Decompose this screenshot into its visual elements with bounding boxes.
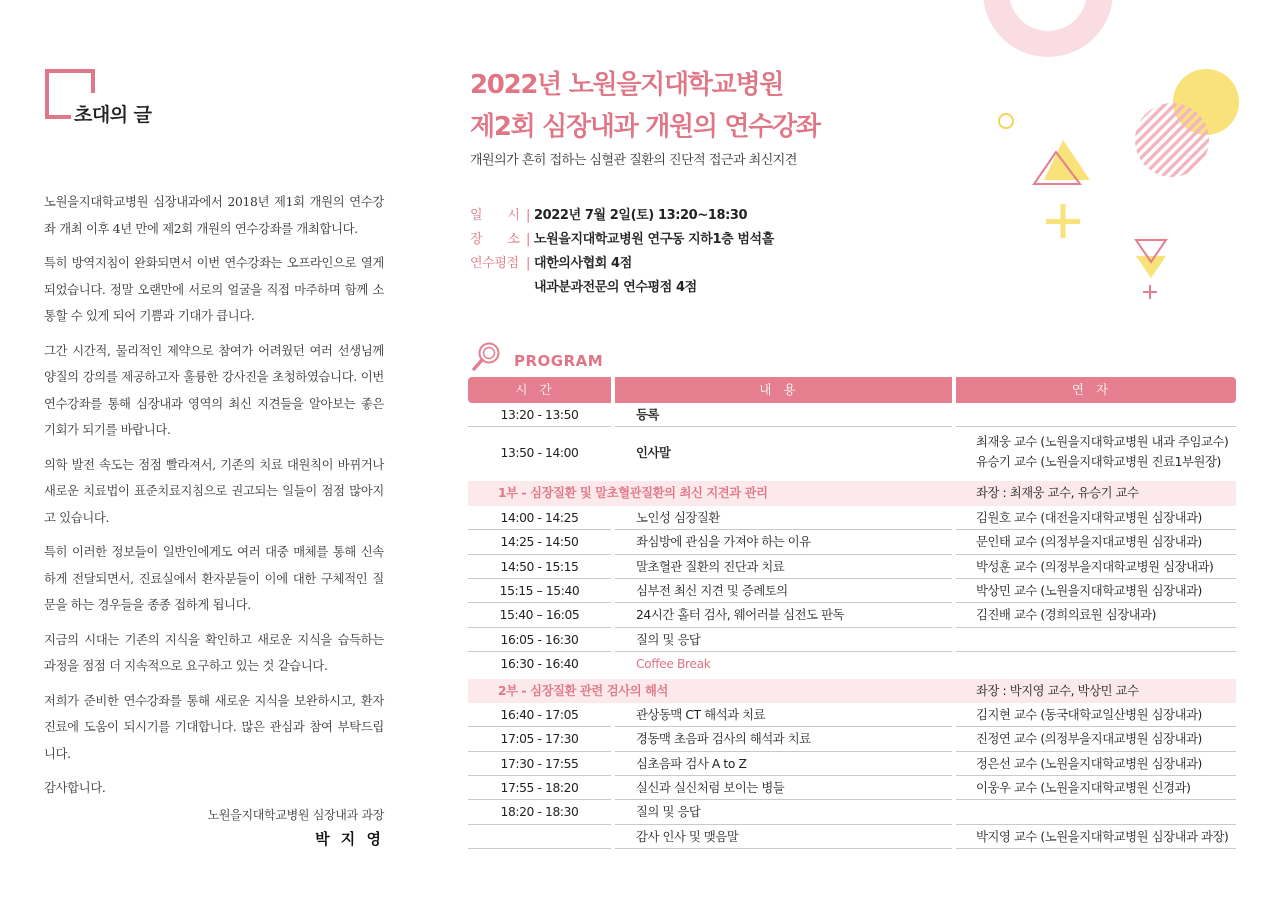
table-row: [468, 579, 1236, 603]
info-label: 일 시: [470, 208, 520, 223]
section-chair: 좌장 : 최재웅 교수, 유승기 교수: [976, 486, 1139, 501]
speaker-line: 최재웅 교수 (노원을지대학교병원 내과 주임교수): [976, 435, 1229, 450]
cell-content: 노인성 심장질환: [636, 510, 720, 525]
table-row: [468, 652, 1236, 676]
cell-speaker: 문인태 교수 (의정부을지대교병원 심장내과): [976, 535, 1202, 550]
table-row: [468, 628, 1236, 652]
section-title: 1부 - 심장질환 및 말초혈관질환의 최신 지견과 관리: [498, 486, 768, 501]
yellow-down-triangle-shape: [1136, 256, 1166, 278]
letter-paragraph: 특히 방역지침이 완화되면서 이번 연수강좌는 오프라인으로 열게 되었습니다. 정말 오랜만에 서로의 얼굴을 직접 마주하며 함께 소통할 수 있게 되어 기쁨과 기대가 큽니다.: [44, 256, 384, 323]
table-row: [468, 800, 1236, 824]
cell-time: 16:05 - 16:30: [500, 632, 579, 647]
row-divider: [615, 848, 952, 849]
info-date: 일 시 | 2022년 7월 2일(토) 13:20~18:30: [470, 204, 747, 223]
cell-time: 13:20 - 13:50: [500, 408, 579, 422]
info-value: 내과분과전문의 연수평점 4점: [533, 280, 697, 295]
cell-time: 16:30 - 16:40: [500, 657, 579, 672]
cell-content: 심초음파 검사 A to Z: [636, 756, 747, 771]
table-row: [468, 752, 1236, 776]
letter-paragraph: 저희가 준비한 연수강좌를 통해 새로운 지식을 보완하시고, 환자 진료에 도움이 되시기를 기대합니다. 많은 관심과 참여 부탁드립니다.: [44, 693, 384, 761]
header-speaker: 연자: [956, 377, 1236, 403]
cell-content: Coffee Break: [636, 657, 711, 672]
cell-time: 17:55 - 18:20: [500, 781, 579, 796]
cell-content: 감사 인사 및 맺음말: [636, 829, 739, 844]
cell-time: 14:25 - 14:50: [500, 535, 579, 550]
info-value: 2022년 7월 2일(토) 13:20~18:30: [533, 208, 748, 223]
small-ring-shape: [999, 114, 1013, 128]
magnifier-icon: [472, 341, 502, 373]
letter-paragraph: 특히 이러한 정보들이 일반인에게도 여러 대중 매체를 통해 신속하게 전달되면서, 진료실에서 환자분들이 이에 대한 구체적인 질문을 하는 경우들을 종종 접하게 됩니다.: [44, 545, 384, 612]
ring-shape: [996, 0, 1100, 44]
cell-content: 질의 및 응답: [636, 632, 701, 647]
event-subtitle: 개원의가 흔히 접하는 심혈관 질환의 진단적 접근과 최신지견: [470, 153, 797, 168]
cell-content: 말초혈관 질환의 진단과 치료: [636, 559, 785, 574]
cell-time: 14:00 - 14:25: [500, 510, 579, 525]
hatched-circle-shape: [1135, 103, 1209, 177]
letter-paragraph: 의학 발전 속도는 점점 빨라져서, 기존의 치료 대원칙이 바뀌거나 새로운 치료법이 표준치료지침으로 권고되는 일들이 점점 많아지고 있습니다.: [44, 457, 384, 525]
cell-speaker: [976, 432, 1228, 472]
cell-speaker: 박성훈 교수 (의정부을지대학교병원 심장내과): [976, 559, 1214, 574]
decorative-shapes: [960, 0, 1280, 310]
cell-time: 15:15 – 15:40: [499, 583, 580, 598]
cell-content: 관상동맥 CT 해석과 치료: [636, 707, 766, 722]
table-row: [468, 530, 1236, 554]
info-credits: 연수평점 | 대한의사협회 4점: [470, 252, 632, 271]
cell-speaker: 박상민 교수 (노원을지대학교병원 심장내과): [976, 583, 1202, 598]
cell-time: 13:50 - 14:00: [500, 446, 579, 461]
signature-org: 노원을지대학교병원 심장내과 과장: [207, 808, 384, 822]
table-row: [468, 403, 1236, 427]
cell-time: 18:20 - 18:30: [500, 805, 579, 820]
cell-time: 17:05 - 17:30: [500, 732, 579, 747]
cell-speaker: 김원호 교수 (대전을지대학교병원 심장내과): [976, 510, 1202, 525]
event-title-line1: 2022년 노원을지대학교병원: [470, 70, 784, 100]
table-header: [468, 377, 1236, 403]
letter-paragraph: 지금의 시대는 기존의 지식을 확인하고 새로운 지식을 습득하는 과정을 점점 더 지속적으로 요구하고 있는 것 같습니다.: [44, 632, 384, 673]
signature-name: 박 지 영: [315, 830, 384, 848]
cell-content: 24시간 홀터 검사, 웨어러블 심전도 판독: [636, 608, 845, 623]
invitation-title: 초대의 글: [74, 104, 152, 126]
cell-content: 실신과 실신처럼 보이는 병들: [636, 781, 785, 796]
section-chair: 좌장 : 박지영 교수, 박상민 교수: [976, 683, 1139, 698]
info-value: 노원을지대학교병원 연구동 지하1층 범석홀: [533, 232, 774, 247]
table-row: [468, 825, 1236, 849]
cell-speaker: 정은선 교수 (노원을지대학교병원 심장내과): [976, 756, 1202, 771]
letter-paragraph: 그간 시간적, 물리적인 제약으로 참여가 어려웠던 여러 선생님께 양질의 강의를 제공하고자 훌륭한 강사진을 초청하였습니다. 이번 연수강좌를 통해 심장내과 영역의 최신 지견들을 알아보는 좋은 기회가 되기를 바랍니다.: [44, 343, 384, 437]
header-content: 내용: [615, 377, 952, 403]
table-row: [468, 727, 1236, 751]
program-table: [468, 377, 1236, 849]
info-credits-2: [470, 276, 697, 295]
table-row: [468, 776, 1236, 800]
table-row: [468, 555, 1236, 579]
letter-paragraph: 노원을지대학교병원 심장내과에서 2018년 제1회 개원의 연수강좌 개최 이후 4년 만에 제2회 개원의 연수강좌를 개최합니다.: [44, 195, 384, 236]
info-label: 장 소: [470, 232, 520, 247]
letter-paragraph: 감사합니다.: [44, 781, 106, 795]
cell-time: 17:30 - 17:55: [500, 756, 579, 771]
table-body: [468, 403, 1236, 849]
info-value: 대한의사협회 4점: [533, 256, 632, 271]
table-row: [468, 427, 1236, 479]
section-title: 2부 - 심장질환 관련 검사의 해석: [498, 683, 669, 698]
row-divider: [468, 848, 611, 849]
info-place: 장 소 | 노원을지대학교병원 연구동 지하1층 범석홀: [470, 228, 774, 247]
row-divider: [956, 848, 1236, 849]
cell-content: 경동맥 초음파 검사의 해석과 치료: [636, 732, 811, 747]
cell-speaker: 이웅우 교수 (노원을지대학교병원 신경과): [976, 781, 1191, 796]
cell-content: 인사말: [636, 446, 671, 461]
cell-speaker: 진정연 교수 (의정부을지대교병원 심장내과): [976, 732, 1202, 747]
cell-content: 질의 및 응답: [636, 805, 701, 820]
info-label: 연수평점: [470, 256, 519, 271]
invitation-letter: [44, 189, 384, 810]
cell-speaker: 김진배 교수 (경희의료원 심장내과): [976, 608, 1157, 623]
cell-speaker: 박지영 교수 (노원을지대학교병원 심장내과 과장): [976, 829, 1229, 844]
speaker-line: 유승기 교수 (노원을지대학교병원 진료1부원장): [976, 455, 1221, 470]
section-row: [468, 481, 1236, 505]
table-row: [468, 703, 1236, 727]
cell-content: 심부전 최신 지견 및 증례토의: [636, 583, 788, 598]
cell-speaker: 김지현 교수 (동국대학교일산병원 심장내과): [976, 707, 1202, 722]
cell-time: 15:40 – 16:05: [499, 608, 580, 623]
table-row: [468, 603, 1236, 627]
table-row: [468, 506, 1236, 530]
section-row: [468, 679, 1236, 703]
cell-content: 등록: [636, 408, 659, 422]
cell-time: 14:50 - 15:15: [500, 559, 579, 574]
cell-content: 좌심방에 관심을 가져야 하는 이유: [636, 535, 811, 550]
event-title-line2: 제2회 심장내과 개원의 연수강좌: [470, 112, 820, 142]
program-label: PROGRAM: [514, 352, 604, 370]
cell-time: 16:40 - 17:05: [500, 707, 579, 722]
header-time: 시간: [468, 377, 611, 403]
